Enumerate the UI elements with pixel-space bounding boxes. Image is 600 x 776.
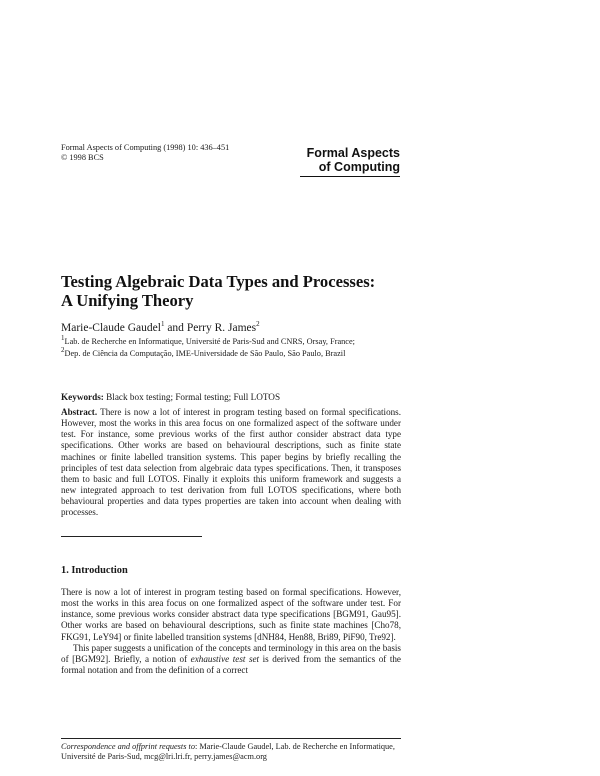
footnote-lead: Correspondence and offprint requests to: [61, 742, 195, 751]
abstract-text: There is now a lot of interest in program testing based on formal specifications. However, most the works in this area focus on one formalized aspect of the software under test. For instance, some previous works of the first author consider abstract data type specifications. Other works are based on behavioural descriptions, such as finite state machines or finite labelled transition systems. This paper begins by briefly recalling the principles of test data selection from algebraic data types specifications. Then, it transposes them to basic and full LOTOS. Finally it exploits this uniform framework and suggests a new integrated approach to test derivation from full LOTOS specifications, where both behavioural properties and data types properties are taken into account when dealing with processes.: [61, 407, 401, 518]
footnote: [61, 742, 401, 761]
affiliation-1: [61, 334, 401, 346]
author-2: Perry R. James: [186, 321, 257, 334]
journal-info: [61, 143, 229, 162]
paper-title: [61, 272, 481, 310]
footnote-text: : Marie-Claude Gaudel, Lab. de Recherche en Informatique, Université de Paris-Sud, mcg@lri.lri.fr, perry.james@acm.org: [61, 742, 395, 761]
footnote-divider: [61, 738, 401, 739]
journal-brand: [290, 146, 400, 174]
affiliation-2-text: Dep. de Ciência da Computação, IME-Universidade de São Paulo, São Paulo, Brazil: [64, 349, 346, 359]
journal-citation: Formal Aspects of Computing (1998) 10: 436–451: [61, 143, 230, 152]
affiliation-1-text: Lab. de Recherche en Informatique, Université de Paris-Sud and CNRS, Orsay, France;: [64, 336, 355, 346]
paragraph-2-emphasis: exhaustive test set: [190, 653, 260, 664]
brand-line-1: Formal Aspects: [306, 146, 400, 160]
keywords-text: Black box testing; Formal testing; Full LOTOS: [103, 392, 281, 402]
brand-line-2: of Computing: [318, 160, 400, 174]
abstract-label: Abstract.: [61, 407, 98, 417]
paragraph-2: [61, 643, 401, 676]
affiliation-2: [61, 346, 401, 358]
paragraph-1: There is now a lot of interest in program testing based on formal specifications. However, most the works in this area focus on one formalized aspect of the software under test. For instance, some previous works consider abstract data type specifications [BGM91, Gau95]. Other works are based on behavioural descriptions, such as finite state machines [Cho78, FKG91, LeY94] or finite labelled transition systems [dNH84, Hen88, Bri89, PiF90, Tre92].: [61, 587, 401, 642]
keywords: [61, 392, 401, 403]
brand-underline: [300, 176, 400, 177]
abstract: [61, 407, 401, 519]
abstract-divider: [61, 536, 202, 537]
keywords-label: Keywords:: [61, 392, 104, 402]
affiliations: [61, 334, 401, 359]
author-1-affiliation-mark: 1: [160, 320, 165, 328]
affiliation-1-mark: 1: [61, 334, 65, 342]
paragraph-2-start: This paper suggests a unification of the concepts and terminology in this area on the basis of [BGM92]. Briefly, a notion of: [61, 642, 401, 664]
section-heading: 1. Introduction: [61, 565, 128, 576]
title-line-1: Testing Algebraic Data Types and Processes:: [61, 272, 376, 291]
section-body: [61, 587, 401, 676]
author-list: [61, 317, 260, 335]
title-line-2: A Unifying Theory: [61, 291, 194, 310]
paragraph-2-end: is derived from the semantics of the formal notation and from the definition of a correct: [61, 653, 401, 676]
affiliation-2-mark: 2: [61, 346, 65, 355]
copyright-notice: © 1998 BCS: [61, 152, 104, 162]
author-separator: and: [164, 321, 187, 334]
author-1: Marie-Claude Gaudel: [61, 321, 161, 334]
author-2-affiliation-mark: 2: [256, 320, 260, 328]
